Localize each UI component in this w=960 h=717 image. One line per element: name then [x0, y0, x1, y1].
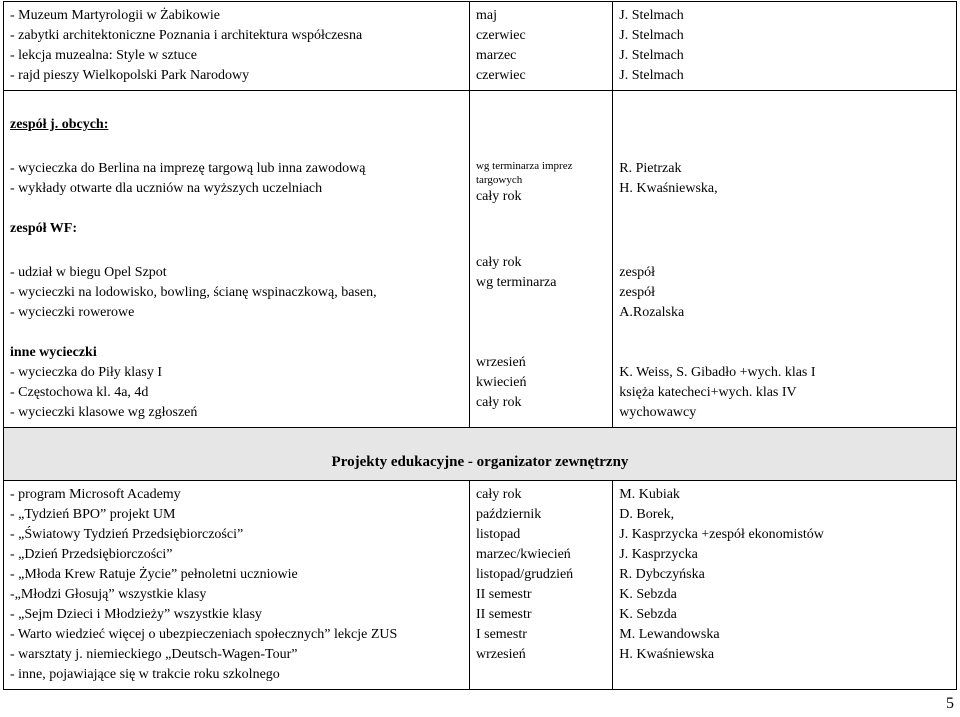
activity-item: - zabytki architektoniczne Poznania i architektura współczesna	[10, 28, 363, 43]
date-item: marzec	[475, 48, 517, 63]
activity-item: - inne, pojawiające się w trakcie roku szkolnego	[10, 667, 280, 682]
document	[3, 1, 957, 690]
person-item: K. Sebzda	[619, 587, 677, 602]
date-item: maj	[475, 8, 497, 23]
activity-item: - wycieczki na lodowisko, bowling, ścianę wspinaczkową, basen,	[10, 285, 377, 300]
persons-cell	[613, 2, 957, 91]
table-row	[4, 91, 957, 428]
activity-item: - program Microsoft Academy	[10, 487, 181, 502]
person-item: J. Kasprzycka +zespół ekonomistów	[619, 527, 824, 542]
person-item: K. Weiss, S. Gibadło +wych. klas I	[619, 365, 816, 380]
person-item: K. Sebzda	[619, 607, 677, 622]
date-item: listopad	[475, 527, 521, 542]
page-number: 5	[946, 695, 954, 712]
person-item: R. Dybczyńska	[619, 567, 705, 582]
person-item: D. Borek,	[619, 507, 675, 522]
date-item: cały rok	[475, 395, 522, 410]
date-item: I semestr	[475, 627, 527, 642]
date-item: cały rok	[475, 255, 522, 270]
date-note: targowych	[475, 174, 523, 186]
date-item: czerwiec	[475, 68, 526, 83]
activity-item: - „Młoda Krew Ratuje Życie” pełnoletni uczniowie	[10, 567, 298, 582]
date-item: wg terminarza	[475, 275, 557, 290]
date-note: wg terminarza imprez	[475, 160, 573, 172]
activity-item: - rajd pieszy Wielkopolski Park Narodowy	[10, 68, 250, 83]
activity-item: - Warto wiedzieć więcej o ubezpieczeniach społecznych” lekcje ZUS	[10, 627, 398, 642]
activity-item: - wykłady otwarte dla uczniów na wyższych uczelniach	[10, 181, 323, 196]
person-item: J. Kasprzycka	[619, 547, 698, 562]
section-title: zespół j. obcych:	[10, 117, 109, 132]
activity-item: - „Sejm Dzieci i Młodzieży” wszystkie klasy	[10, 607, 262, 622]
activity-item: - lekcja muzealna: Style w sztuce	[10, 48, 197, 63]
activity-item: - Częstochowa kl. 4a, 4d	[10, 385, 149, 400]
activity-item: - udział w biegu Opel Szpot	[10, 265, 167, 280]
activity-item: - „Tydzień BPO” projekt UM	[10, 507, 176, 522]
dates-cell	[469, 91, 612, 428]
activity-item: -„Młodzi Głosują” wszystkie klasy	[10, 587, 207, 602]
person-item: zespół	[619, 265, 656, 280]
date-item: cały rok	[475, 487, 522, 502]
person-item: J. Stelmach	[619, 28, 684, 43]
projects-header: Projekty edukacyjne - organizator zewnętrzny	[331, 454, 629, 470]
table-row	[4, 2, 957, 91]
person-item: J. Stelmach	[619, 68, 684, 83]
date-item: II semestr	[475, 587, 532, 602]
dates-cell	[469, 481, 612, 690]
activity-item: - wycieczki rowerowe	[10, 305, 135, 320]
activity-item: - „Dzień Przedsiębiorczości”	[10, 547, 173, 562]
person-item: J. Stelmach	[619, 8, 684, 23]
person-item: księża katecheci+wych. klas IV	[619, 385, 797, 400]
table-row	[4, 428, 957, 481]
date-item: listopad/grudzień	[475, 567, 574, 582]
section-title: inne wycieczki	[10, 345, 97, 360]
person-item: M. Lewandowska	[619, 627, 720, 642]
activity-item: - „Światowy Tydzień Przedsiębiorczości”	[10, 527, 244, 542]
date-item: październik	[475, 507, 542, 522]
person-item: H. Kwaśniewska,	[619, 181, 718, 196]
activities-cell	[4, 91, 470, 428]
date-item: cały rok	[475, 189, 522, 204]
person-item: zespół	[619, 285, 656, 300]
person-item: H. Kwaśniewska	[619, 647, 715, 662]
person-item: wychowawcy	[619, 405, 697, 420]
date-item: kwiecień	[475, 375, 527, 390]
activity-item: - wycieczki klasowe wg zgłoszeń	[10, 405, 198, 420]
table-row	[4, 481, 957, 690]
date-item: marzec/kwiecień	[475, 547, 571, 562]
dates-cell	[469, 2, 612, 91]
activities-cell	[4, 2, 470, 91]
date-item: wrzesień	[475, 647, 526, 662]
activity-item: - warsztaty j. niemieckiego „Deutsch-Wagen-Tour”	[10, 647, 298, 662]
person-item: R. Pietrzak	[619, 161, 682, 176]
projects-header-cell	[4, 428, 957, 481]
person-item: M. Kubiak	[619, 487, 680, 502]
activity-item: - wycieczka do Berlina na imprezę targową lub inna zawodową	[10, 161, 366, 176]
persons-cell	[613, 91, 957, 428]
activities-cell	[4, 481, 470, 690]
activity-item: - wycieczka do Piły klasy I	[10, 365, 163, 380]
date-item: wrzesień	[475, 355, 526, 370]
date-item: czerwiec	[475, 28, 526, 43]
date-item: II semestr	[475, 607, 532, 622]
section-title: zespół WF:	[10, 221, 78, 236]
person-item: J. Stelmach	[619, 48, 684, 63]
person-item: A.Rozalska	[619, 305, 685, 320]
plan-table	[3, 1, 957, 690]
persons-cell	[613, 481, 957, 690]
activity-item: - Muzeum Martyrologii w Żabikowie	[10, 8, 220, 23]
